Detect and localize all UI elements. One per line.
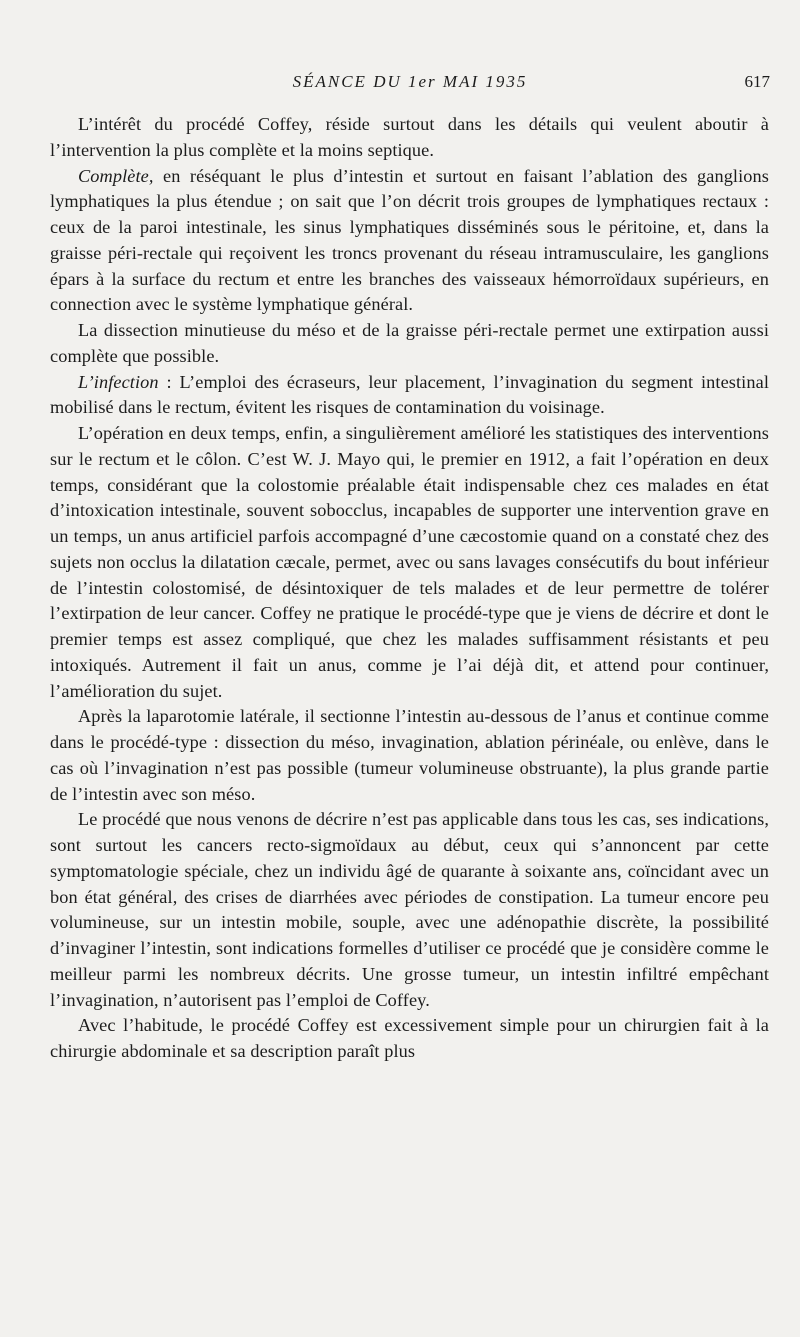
page-number: 617 [744, 72, 770, 91]
running-head: SÉANCE DU 1er MAI 1935 [292, 72, 528, 91]
paragraph-1-text: L’intérêt du procédé Coffey, réside surtout dans les détails qui veulent aboutir à l’intervention la plus complète et la moins septique. [50, 114, 769, 160]
paragraph-3-text: La dissection minutieuse du méso et de la graisse péri-rectale permet une extirpation aussi complète que possible. [50, 320, 769, 366]
paragraph-2 [50, 164, 769, 319]
paragraph-5 [50, 421, 769, 704]
paragraph-2-lead: Complète, [78, 165, 154, 186]
paragraph-8-text: Avec l’habitude, le procédé Coffey est excessivement simple pour un chirurgien fait à la chirurgie abdominale et sa description paraît plus [50, 1015, 769, 1061]
paragraph-7 [50, 807, 769, 1013]
paragraph-6-text: Après la laparotomie latérale, il sectionne l’intestin au-dessous de l’anus et continue comme dans le procédé-type : dissection du méso, invagination, ablation périnéale, ou enlève, dans le cas où l’invagination n’est pas possible (tumeur volumineuse obstruante), la plus grande partie de l’intestin avec son méso. [50, 706, 769, 804]
paragraph-3 [50, 318, 769, 370]
paragraph-4-lead: L’infection [78, 371, 159, 392]
paragraph-4-text: : L’emploi des écraseurs, leur placement, l’invagination du segment intestinal mobilisé dans le rectum, évitent les risques de contamination du voisinage. [50, 371, 769, 418]
page-header [50, 72, 770, 96]
paragraph-8 [50, 1013, 769, 1065]
paragraph-4 [50, 370, 769, 422]
paragraph-5-text: L’opération en deux temps, enfin, a singulièrement amélioré les statistiques des interventions sur le rectum et le côlon. C’est W. J. Mayo qui, le premier en 1912, a fait l’opération en deux temps, considérant que la colostomie préalable était indispensable chez ces malades en état d’intoxication intestinale, souvent sobocclus, incapables de supporter une intervention grave en un temps, un anus artificiel parfois accompagné d’une cæcostomie quand on a constaté chez des sujets non occlus la dilatation cæcale, permet, avec ou sans lavages consécutifs du bout inférieur de l’intestin colostomisé, de désintoxiquer de tels malades et de leur permettre de tolérer l’extirpation de leur cancer. Coffey ne pratique le procédé-type que je viens de décrire et dont le premier temps est assez compliqué, que chez les malades suffisamment résistants et peu intoxiqués. Autrement il fait un anus, comme je l’ai déjà dit, et attend pour continuer, l’amélioration du sujet. [50, 423, 769, 701]
paragraph-6 [50, 704, 769, 807]
paragraph-7-text: Le procédé que nous venons de décrire n’est pas applicable dans tous les cas, ses indications, sont surtout les cancers recto-sigmoïdaux au début, ceux qui s’annoncent par cette symptomatologie spéciale, chez un individu âgé de quarante à soixante ans, coïncidant avec un bon état général, des crises de diarrhées avec périodes de constipation. La tumeur encore peu volumineuse, sur un intestin mobile, souple, avec une adénopathie discrète, la possibilité d’invaginer l’intestin, sont indications formelles d’utiliser ce procédé que je considère comme le meilleur parmi les nombreux décrits. Une grosse tumeur, un intestin infiltré empêchant l’invagination, n’autorisent pas l’emploi de Coffey. [50, 809, 769, 1010]
body-text [50, 112, 769, 1065]
paragraph-1 [50, 112, 769, 164]
paragraph-2-text: en réséquant le plus d’intestin et surtout en faisant l’ablation des ganglions lymphatiques la plus étendue ; on sait que l’on décrit trois groupes de lymphatiques rectaux : ceux de la paroi intestinale, les sinus lymphatiques disséminés sous le péritoine, et, dans la graisse péri-rectale qui reçoivent les troncs provenant du réseau intramusculaire, les ganglions épars à la surface du rectum et entre les branches des vaisseaux hémorroïdaux supérieurs, en connection avec le système lymphatique général. [50, 165, 769, 315]
